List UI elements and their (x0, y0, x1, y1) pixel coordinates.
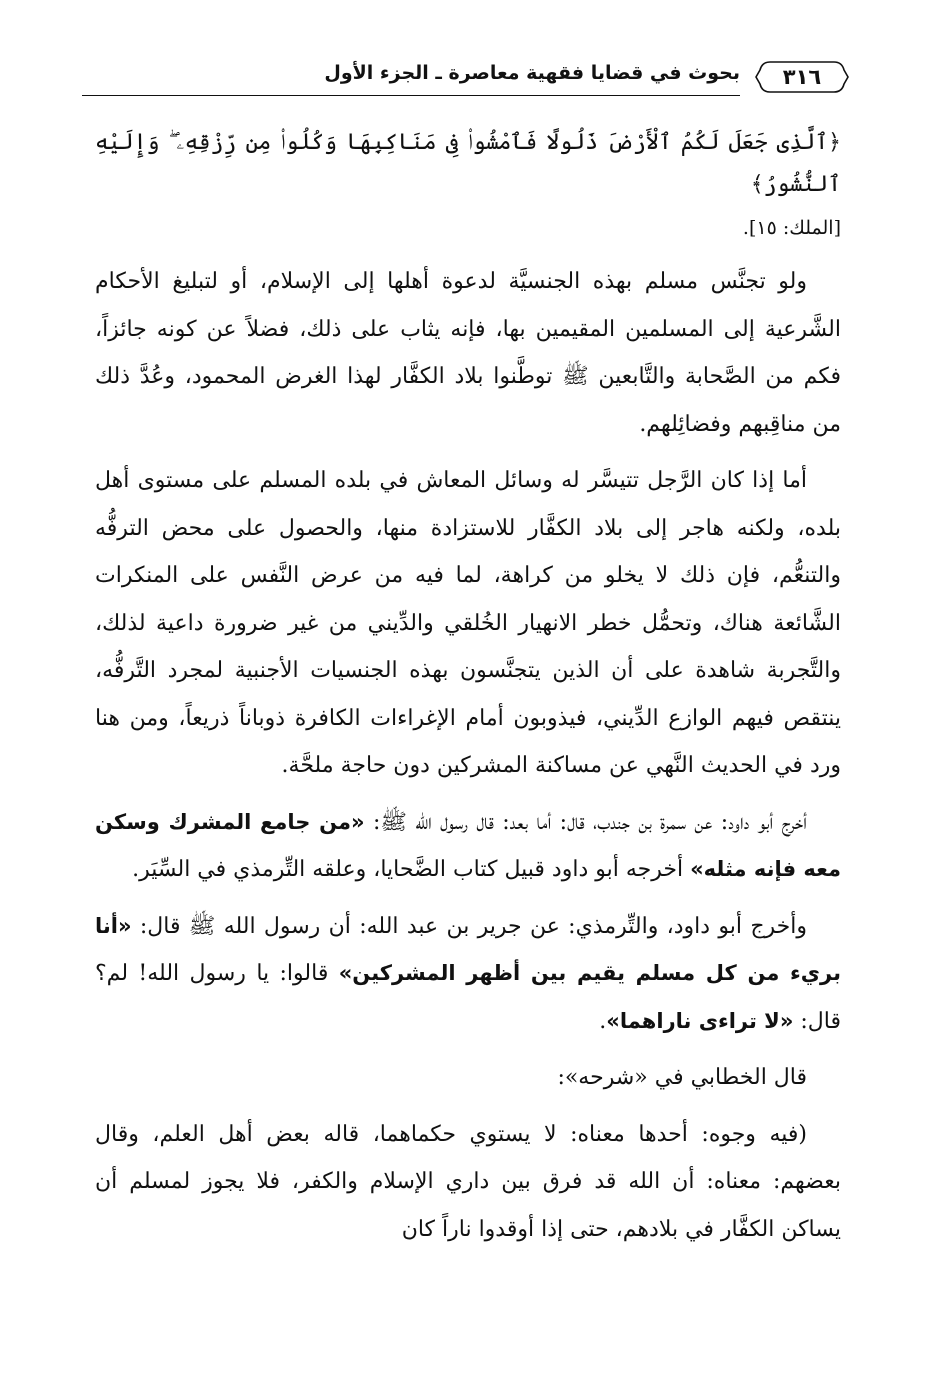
paragraph-hadith-jarir (95, 903, 841, 1046)
header-rule (82, 95, 740, 96)
hadith-answer: «لا تراءى ناراهما» (606, 1008, 794, 1033)
hadith-intro: وأخرج أبو داود، والتِّرمذي: عن جرير بن عبد الله: أن رسول الله ﷺ قال: (131, 913, 807, 939)
hadith-intro: أخرج أبو داود: عن سمرة بن جندب، قال: أما بعد: قال رسول الله ﷺ: (364, 809, 807, 835)
hadith-source: أخرجه أبو داود قبيل كتاب الضَّحايا، وعلقه التِّرمذي في السِّيَر. (132, 857, 691, 882)
page-header (82, 58, 850, 98)
paragraph-khattabi-commentary: (فيه وجوه: أحدها معناه: لا يستوي حكماهما، قاله بعض أهل العلم، وقال بعضهم: معناه: أن الله قد فرق بين داري الإسلام والكفر، فلا يجوز لمسلم أن يساكن الكفَّار في بلادهم، حتى إذا أوقدوا ناراً كان (95, 1121, 841, 1242)
page-number: ٣١٦ (782, 65, 822, 89)
hadith-question: قالوا: يا رسول الله! لم؟ قال: (95, 961, 841, 1034)
paragraph-naturalization-luxury: أما إذا كان الرَّجل تتيسَّر له وسائل المعاش في بلده المسلم على مستوى أهل بلده، ولكنه هاجر إلى بلاد الكفَّار للاستزادة منها، والحصول على محض الترفُّه والتنعُّم، فإن ذلك لا يخلو من كراهة، لما فيه من عرض النَّفس على المنكرات الشَّائعة هناك، وتحمُّل خطر الانهيار الخُلقي والدِّيني من غير ضرورة داعية لذلك، والتَّجربة شاهدة على أن الذين يتجنَّسون بهذه الجنسيات الأجنبية لمجرد التَّرفُّه، ينتقص فيهم الوازع الدِّيني، فيذوبون أمام الإغراءات الكافرة ذوباناً ذريعاً، ومن هنا ورد في الحديث النَّهي عن مساكنة المشركين دون حاجة ملحَّة. (95, 468, 841, 778)
paragraph-khattabi-intro: قال الخطابي في «شرحه»: (557, 1065, 807, 1090)
quran-verse: ﴿ٱلَّذِى جَعَلَ لَكُمُ ٱلْأَرْضَ ذَلُولًا فَٱمْشُوا۟ فِى مَنَاكِبِهَا وَكُلُوا۟ مِن رِّزْقِهِۦ ۖ وَإِلَيْهِ ٱلنُّشُورُ﴾ (95, 130, 841, 197)
paragraph-naturalization-dawah: ولو تجنَّس مسلم بهذه الجنسيَّة لدعوة أهلها إلى الإسلام، أو لتبليغ الأحكام الشَّرعية إلى المسلمين المقيمين بها، فإنه يثاب على ذلك، فضلاً عن كونه جائزاً، فكم من الصَّحابة والتَّابعين ﷺ توطَّنوا بلاد الكفَّار لهذا الغرض المحمود، وعُدَّ ذلك من مناقِبهم وفضائِلهم. (95, 269, 841, 437)
page-body (95, 122, 841, 1262)
running-title: بحوث في قضايا فقهية معاصرة ـ الجزء الأول (324, 62, 740, 84)
page-number-badge (754, 60, 850, 94)
paragraph-hadith-samura (95, 799, 841, 894)
hadith-text: «من جامع المشرك وسكن معه فإنه مثله» (95, 809, 841, 881)
hadith-text: «أنا بريء من كل مسلم يقيم بين أظهر المشركين» (95, 913, 841, 985)
quran-reference: [الملك: ١٥]. (742, 217, 841, 239)
hadith-end: . (599, 1008, 607, 1034)
